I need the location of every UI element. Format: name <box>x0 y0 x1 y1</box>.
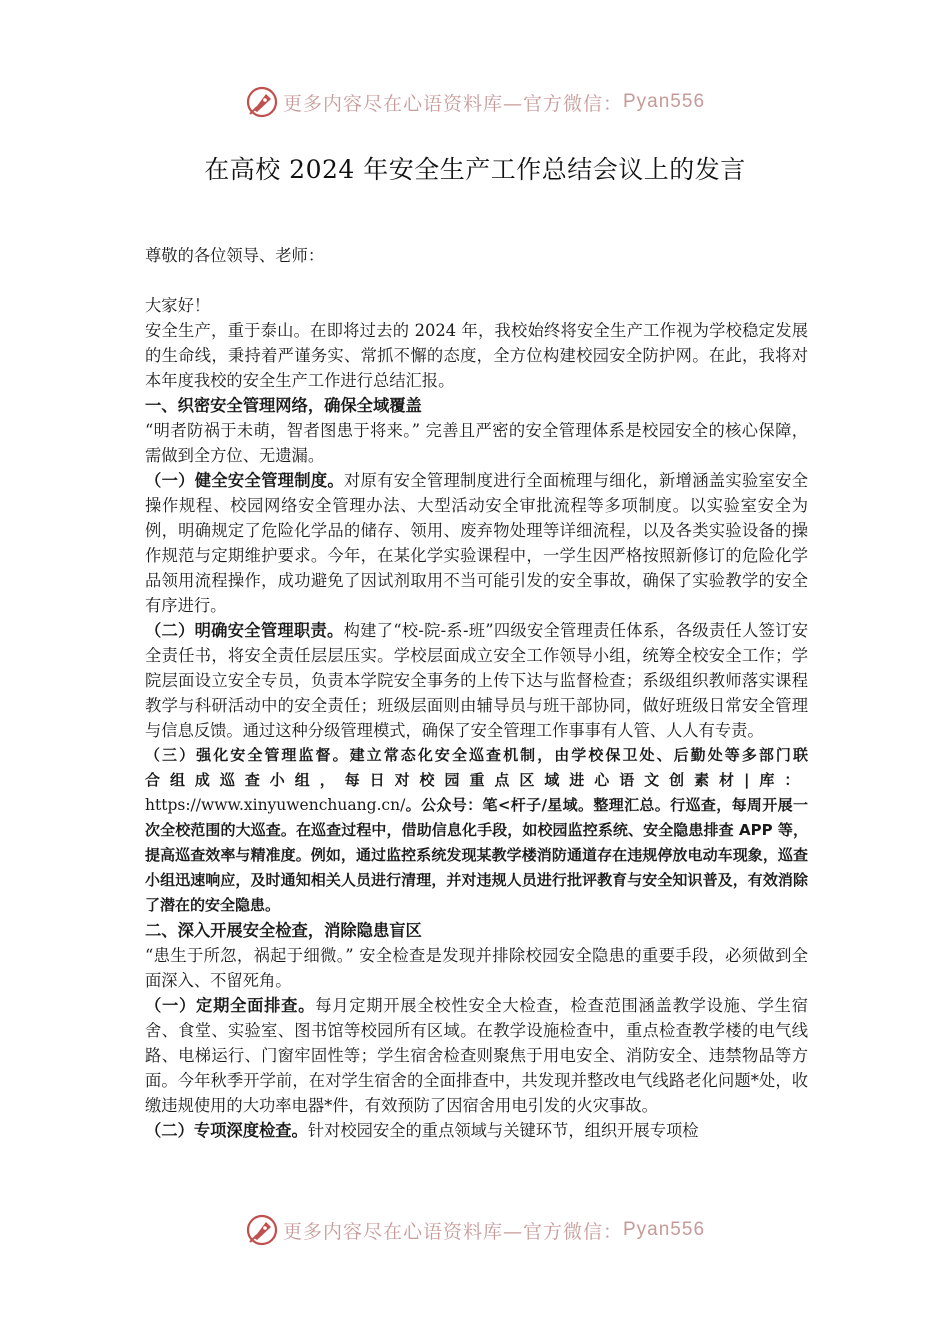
document-body <box>145 243 808 1143</box>
website-url[interactable]: https://www.xinyuwenchuang.cn/ <box>145 796 406 814</box>
section-2-heading: 二、深入开展安全检查，消除隐患盲区 <box>145 921 422 940</box>
section-1-lead: “明者防祸于未萌，智者图患于将来。” 完善且严密的安全管理体系是校园安全的核心保障，需做到全方位、无遗漏。 <box>145 421 808 465</box>
watermark-banner-top <box>0 82 950 122</box>
pen-nib-logo-icon <box>245 85 279 119</box>
section-2-item-2: （二）专项深度检查。针对校园安全的重点领域与关键环节，组织开展专项检 <box>145 1121 699 1140</box>
intro-paragraph: 安全生产，重于泰山。在即将过去的 2024 年，我校始终将安全生产工作视为学校稳定发展的生命线，秉持着严谨务实、常抓不懈的态度，全方位构建校园安全防护网。在此，我将对本年度我校的安全生产工作进行总结汇报。 <box>145 321 808 390</box>
section-1-item-3-line-1: （三）强化安全管理监督。建立常态化安全巡查机制，由学校保卫处、后勤处等多部门联 <box>145 746 808 764</box>
watermark-banner-bottom <box>0 1210 950 1250</box>
watermark-text: 更多内容尽在心语资料库—官方微信： <box>282 92 623 115</box>
watermark-id: Pyan556 <box>623 91 706 112</box>
watermark-text: 更多内容尽在心语资料库—官方微信： <box>282 1220 623 1243</box>
document-title: 在高校 2024 年安全生产工作总结会议上的发言 <box>204 155 746 184</box>
section-1-item-3-rest: 合组成巡查小组，每日对校园重点区域进心语文创素材|库：https://www.xinyuwenchuang.cn/。公众号：笔<杆子/星域。整理汇总。行巡查，每周开展一次全校范围的大巡查。在巡查过程中，借助信息化手段，如校园监控系统、安全隐患排查 APP 等，提高巡查效率与精准度。例如，通过监控系统发现某教学楼消防通道存在违规停放电动车现象，巡查小组迅速响应，及时通知相关人员进行清理，并对违规人员进行批评教育与安全知识普及，有效消除了潜在的安全隐患。 <box>145 771 808 914</box>
section-2-lead: “患生于所忽，祸起于细微。” 安全检查是发现并排除校园安全隐患的重要手段，必须做到全面深入、不留死角。 <box>145 946 808 990</box>
item-heading: （一）定期全面排查。 <box>145 996 316 1015</box>
section-2-item-1: （一）定期全面排查。每月定期开展全校性安全大检查，检查范围涵盖教学设施、学生宿舍、食堂、实验室、图书馆等校园所有区域。在教学设施检查中，重点检查教学楼的电气线路、电梯运行、门窗牢固性等；学生宿舍检查则聚焦于用电安全、消防安全、违禁物品等方面。今年秋季开学前，在对学生宿舍的全面排查中，共发现并整改电气线路老化问题*处，收缴违规使用的大功率电器*件，有效预防了因宿舍用电引发的火灾事故。 <box>145 996 808 1115</box>
section-1-item-1: （一）健全安全管理制度。对原有安全管理制度进行全面梳理与细化，新增涵盖实验室安全操作规程、校园网络安全管理办法、大型活动安全审批流程等多项制度。以实验室安全为例，明确规定了危险化学品的储存、领用、废弃物处理等详细流程，以及各类实验设备的操作规范与定期维护要求。今年，在某化学实验课程中，一学生因严格按照新修订的危险化学品领用流程操作，成功避免了因试剂取用不当可能引发的安全事故，确保了实验教学的安全有序进行。 <box>145 471 808 615</box>
pen-nib-logo-icon <box>245 1213 279 1247</box>
item-heading: （二）明确安全管理职责。 <box>145 621 344 640</box>
item-heading: （二）专项深度检查。 <box>145 1121 308 1140</box>
greeting: 大家好！ <box>145 296 211 315</box>
watermark-id: Pyan556 <box>623 1219 706 1240</box>
section-1-item-2: （二）明确安全管理职责。构建了“校-院-系-班”四级安全管理责任体系，各级责任人签订安全责任书，将安全责任层层压实。学校层面成立安全工作领导小组，统筹全校安全工作；学院层面设立安全专员，负责本学院安全事务的上传下达与监督检查；系级组织教师落实课程教学与科研活动中的安全责任；班级层面则由辅导员与班干部协同，做好班级日常安全管理与信息反馈。通过这种分级管理模式，确保了安全管理工作事事有人管、人人有专责。 <box>145 621 808 740</box>
salutation: 尊敬的各位领导、老师： <box>145 246 325 265</box>
item-heading: （一）健全安全管理制度。 <box>145 471 344 490</box>
section-1-heading: 一、织密安全管理网络，确保全域覆盖 <box>145 396 422 415</box>
